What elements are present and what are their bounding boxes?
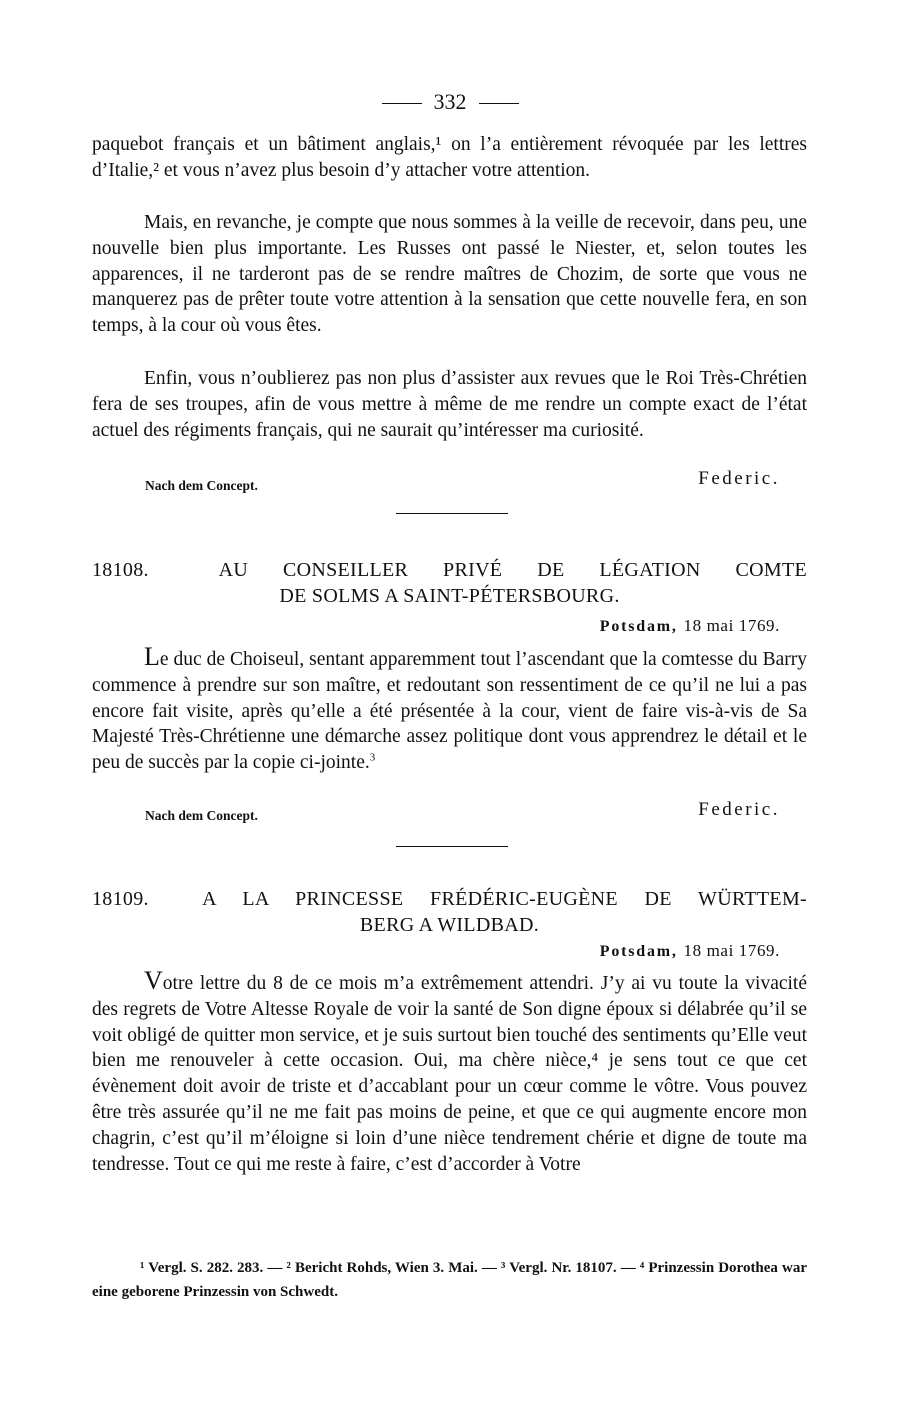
letter2-heading [92, 886, 807, 938]
letter2-number: 18109. [92, 888, 149, 910]
letter2-heading-line1 [92, 886, 807, 912]
letter1-date: 18 mai 1769. [683, 616, 780, 635]
letter2-initial: V [144, 966, 163, 995]
letter1-heading-line2: DE SOLMS A SAINT-PÉTERSBOURG. [279, 585, 620, 607]
section-divider-1 [396, 513, 508, 514]
letter1-title: AU CONSEILLER PRIVÉ DE LÉGATION COMTE [218, 559, 807, 581]
letter1-place: Potsdam, [599, 618, 678, 635]
page-number: 332 [433, 89, 467, 114]
letter2-place: Potsdam, [599, 943, 678, 960]
letter2-heading-line2: BERG A WILDBAD. [359, 914, 540, 936]
letter1-heading-line1 [92, 557, 807, 583]
letter1-footnote-ref: 3 [369, 751, 376, 764]
letter1-heading [92, 557, 807, 609]
page-number-dash-left [382, 103, 422, 104]
intro-signature: Federic. [698, 468, 780, 489]
intro-paragraph-3: Enfin, vous n’oublierez pas non plus d’assister aux revues que le Roi Très-Chrétien fera de ses troupes, afin de vous mettre à même de me rendre un compte exact de l’état actuel des régiments français, qui ne saurait qu’intéresser ma curiosité. [92, 368, 807, 441]
page-number-header [0, 88, 900, 116]
page-number-dash-right [479, 103, 519, 104]
letter2-date: 18 mai 1769. [683, 941, 780, 960]
letter1-concept-note: Nach dem Concept. [145, 808, 258, 823]
letter2-body [92, 968, 807, 1177]
intro-concept-note: Nach dem Concept. [145, 478, 258, 493]
letter1-initial: L [144, 642, 160, 671]
letter1-signature: Federic. [698, 799, 780, 820]
letter1-number: 18108. [92, 559, 149, 581]
letter2-title: A LA PRINCESSE FRÉDÉRIC-EUGÈNE DE WÜRTTEM- [202, 888, 807, 910]
letter1-body [92, 644, 807, 776]
letter2-dateline [600, 941, 780, 961]
letter1-body-text: e duc de Choiseul, sentant apparemment tout l’ascendant que la comtesse du Barry commence à prendre sur son maître, et redoutant son ressentiment de ce qu’il ne lui a pas encore fait visite, après qu’elle a été présentée à la cour, vient de faire vis-à-vis de Sa Majesté Très-Chrétienne une démarche assez politique dont vous apprendrez le détail et le peu de succès par la copie ci-jointe. [92, 649, 807, 774]
intro-paragraph-2: Mais, en revanche, je compte que nous sommes à la veille de recevoir, dans peu, une nouvelle bien plus importante. Les Russes ont passé le Niester, et, selon toutes les apparences, il ne tarderont pas de se rendre maîtres de Chozim, de sorte que vous ne manquerez pas de prêter toute votre attention à la sensation que cette nouvelle fera, en son temps, à la cour où vous êtes. [92, 212, 807, 337]
intro-paragraph-1: paquebot français et un bâtiment anglais,¹ on l’a entièrement révoquée par les lettres d’Italie,² et vous n’avez plus besoin d’y attacher votre attention. [92, 134, 807, 181]
letter2-body-text: otre lettre du 8 de ce mois m’a extrêmement attendri. J’y ai vu toute la vivacité des regrets de Votre Altesse Royale de voir la santé de Son digne époux si délabrée qu’il se voit obligé de quitter mon service, et je suis surtout bien touché des sentiments qu’Elle veut bien me renouveler à cette occasion. Oui, ma chère nièce,⁴ je sens tout ce que cet évènement doit avoir de triste et d’accablant pour un cœur comme le vôtre. Vous pouvez être très assurée qu’il ne me fait pas moins de peine, et que ce qui augmente encore mon chagrin, c’est qu’il m’éloigne si loin d’une nièce tendrement chérie et digne de toute ma tendresse. Tout ce qui me reste à faire, c’est d’accorder à Votre [92, 973, 807, 1175]
letter1-dateline [600, 616, 780, 636]
footnotes: ¹ Vergl. S. 282. 283. — ² Bericht Rohds, Wien 3. Mai. — ³ Vergl. Nr. 18107. — ⁴ Prinzessin Dorothea war eine geborene Prinzessin von Schwedt. [92, 1260, 807, 1300]
section-divider-2 [396, 846, 508, 847]
